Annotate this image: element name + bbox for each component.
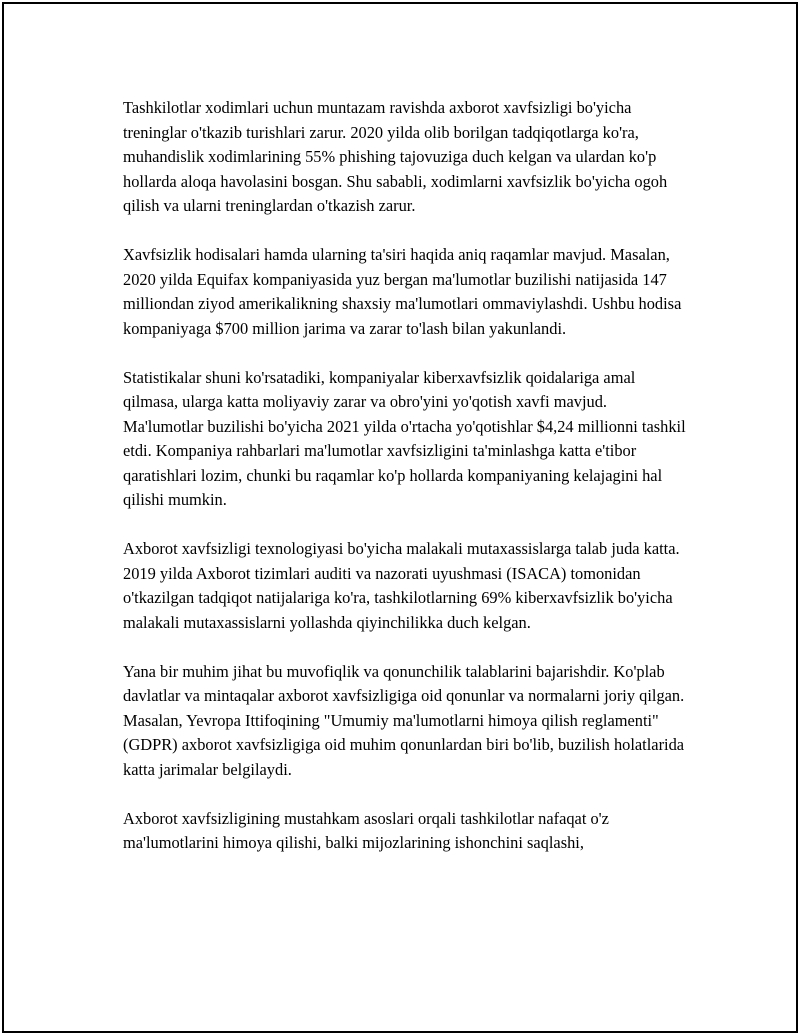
page-frame (2, 2, 798, 1033)
paragraph-breach-statistics: Statistikalar shuni ko'rsatadiki, kompaniyalar kiberxavfsizlik qoidalariga amal qilmasa, ularga katta moliyaviy zarar va obro'yini yo'qotish xavfi mavjud. Ma'lumotlar buzilishi bo'yicha 2021 yilda o'rtacha yo'qotishlar $4,24 millionni tashkil etdi. Kompaniya rahbarlari ma'lumotlar xavfsizligini ta'minlashga katta e'tibor qaratishlari lozim, chunki bu raqamlar ko'p hollarda kompaniyaning kelajagini hal qilishi mumkin. (123, 367, 686, 509)
document-body (123, 96, 688, 880)
paragraph-equifax-incident: Xavfsizlik hodisalari hamda ularning ta'siri haqida aniq raqamlar mavjud. Masalan, 2020 yilda Equifax kompaniyasida yuz bergan ma'lumotlar buzilishi natijasida 147 milliondan ziyod amerikalikning shaxsiy ma'lumotlari ommaviylashdi. Ushbu hodisa kompaniyaga $700 million jarima va zarar to'lash bilan yakunlandi. (123, 245, 682, 338)
paragraph-specialist-demand: Axborot xavfsizligi texnologiyasi bo'yicha malakali mutaxassislarga talab juda katta. 2019 yilda Axborot tizimlari auditi va nazorati uyushmasi (ISACA) tomonidan o'tkazilgan tadqiqot natijalariga ko'ra, tashkilotlarning 69% kiberxavfsizlik bo'yicha malakali mutaxassislarni yollashda qiyinchilikka duch kelgan. (123, 539, 680, 632)
paragraph-security-foundations: Axborot xavfsizligining mustahkam asoslari orqali tashkilotlar nafaqat o'z ma'lumotlarini himoya qilishi, balki mijozlarining ishonchini saqlashi, (123, 808, 609, 852)
paragraph-staff-training: Tashkilotlar xodimlari uchun muntazam ravishda axborot xavfsizligi bo'yicha treninglar o'tkazib turishlari zarur. 2020 yilda olib borilgan tadqiqotlarga ko'ra, muhandislik xodimlarining 55% phishing tajovuziga duch kelgan va ulardan ko'p hollarda aloqa havolasini bosgan. Shu sababli, xodimlarni xavfsizlik bo'yicha ogoh qilish va ularni treninglardan o'tkazish zarur. (123, 98, 668, 215)
paragraph-compliance-gdpr: Yana bir muhim jihat bu muvofiqlik va qonunchilik talablarini bajarishdir. Ko'plab davlatlar va mintaqalar axborot xavfsizligiga oid qonunlar va normalarni joriy qilgan. Masalan, Yevropa Ittifoqining "Umumiy ma'lumotlarni himoya qilish reglamenti" (GDPR) axborot xavfsizligiga oid muhim qonunlardan biri bo'lib, buzilish holatlarida katta jarimalar belgilaydi. (123, 661, 685, 779)
